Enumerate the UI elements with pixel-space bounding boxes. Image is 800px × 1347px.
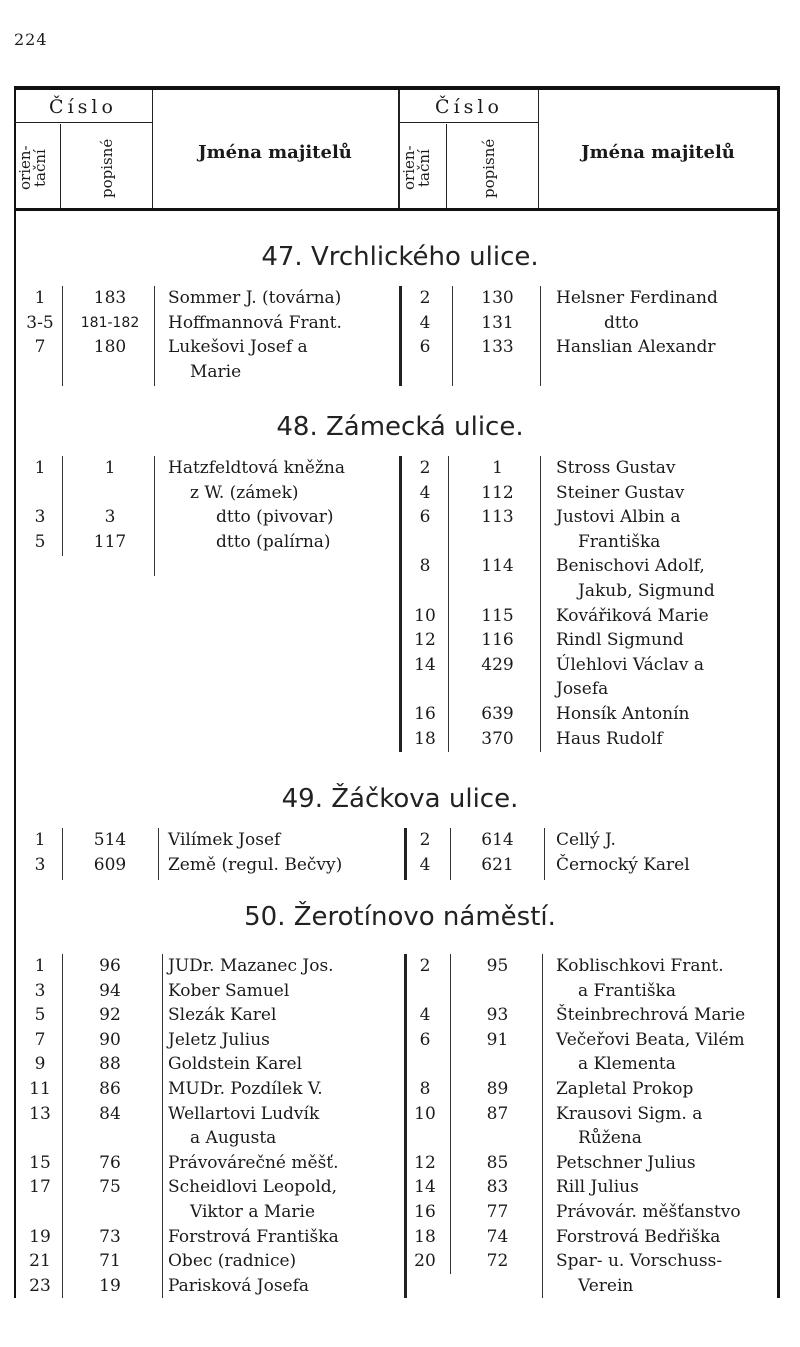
orientacni-number: 2 (419, 288, 431, 308)
owner-name: Jakub, Sigmund (578, 581, 715, 601)
orientacni-number: 17 (29, 1177, 51, 1198)
popisne-number: 85 (486, 1152, 509, 1173)
owner-name: Steiner Gustav (556, 482, 685, 503)
popisne-number: 115 (481, 605, 514, 626)
owner-name: Večeřovi Beata, Vilém (556, 1029, 745, 1050)
owner-name: Haus Rudolf (556, 728, 663, 749)
owner-name: Vilímek Josef (168, 830, 281, 850)
orientacni-number: 11 (29, 1079, 51, 1099)
orientacni-number: 14 (414, 1177, 436, 1198)
orientacni-number: 21 (29, 1251, 51, 1272)
popisne-number: 609 (93, 854, 127, 875)
popisne-number: 429 (481, 654, 514, 675)
table-row (0, 1200, 800, 1225)
popisne-number: 19 (99, 1275, 121, 1296)
popisne-number: 91 (486, 1029, 509, 1050)
table-row (0, 530, 800, 555)
table-row (0, 1274, 800, 1299)
orientacni-number: 5 (34, 531, 46, 552)
table-row (0, 554, 800, 579)
owner-name: Verein (578, 1275, 634, 1296)
orientacni-number: 4 (419, 1005, 431, 1026)
popisne-number: 90 (99, 1029, 121, 1050)
owner-name: Rill Julius (556, 1177, 639, 1198)
table-row (0, 628, 800, 653)
popisne-number: 1 (104, 458, 116, 478)
orientacni-number: 1 (34, 956, 46, 976)
orientacni-number: 18 (414, 1226, 436, 1247)
orientacni-number: 1 (34, 458, 46, 478)
orientacni-number: 13 (29, 1103, 51, 1124)
owner-name: Lukešovi Josef a (168, 337, 308, 358)
owner-name: Kovářiková Marie (556, 605, 709, 626)
table-row (0, 979, 800, 1004)
popisne-number: 83 (486, 1177, 509, 1198)
popisne-number: 74 (486, 1226, 509, 1247)
table-row (0, 1225, 800, 1250)
owner-name: Koblischkovi Frant. (556, 956, 724, 976)
section-title-50: 50. Žerotínovo náměstí. (244, 902, 556, 932)
section-title-48: 48. Zámecká ulice. (276, 412, 524, 442)
orientacni-number: 16 (414, 704, 436, 724)
owner-name: Hatzfeldtová kněžna (168, 458, 345, 478)
popisne-number: 76 (99, 1152, 121, 1173)
owner-name: Benischovi Adolf, (556, 556, 705, 577)
owner-name: Hoffmannová Frant. (168, 312, 342, 333)
table-row (0, 853, 800, 878)
table-row (0, 604, 800, 629)
orientacni-number: 4 (419, 854, 431, 875)
popisne-number: 87 (486, 1103, 509, 1124)
table-row (0, 954, 800, 979)
popisne-number: 113 (481, 507, 514, 528)
owner-name: a Františka (578, 980, 676, 1001)
table-row (0, 579, 800, 604)
orientacni-number: 18 (414, 728, 436, 749)
orientacni-number: 12 (414, 1152, 436, 1173)
popisne-number: 112 (481, 482, 514, 503)
owner-name: a Augusta (190, 1128, 277, 1149)
owner-name: Viktor a Marie (190, 1202, 316, 1222)
owner-name: Krausovi Sigm. a (556, 1103, 703, 1124)
orientacni-number: 7 (34, 1029, 46, 1050)
owner-name: Scheidlovi Leopold, (168, 1177, 338, 1198)
orientacni-heading-right: orien-tační (400, 145, 433, 191)
orientacni-number: 19 (29, 1226, 51, 1247)
popisne-number: 180 (93, 337, 127, 358)
popisne-number: 370 (481, 728, 514, 749)
popisne-number: 3 (104, 507, 116, 528)
orientacni-number: 7 (34, 337, 46, 358)
orientacni-number: 1 (34, 830, 46, 850)
owner-name: dtto (pivovar) (216, 507, 334, 528)
table-row (0, 727, 800, 752)
orientacni-number: 2 (419, 830, 431, 850)
table-row (0, 456, 800, 481)
owner-name: Černocký Karel (556, 854, 690, 875)
table-row (0, 677, 800, 702)
popisne-number: 84 (99, 1103, 121, 1124)
table-row (0, 828, 800, 853)
page-number: 224 (14, 30, 48, 49)
owner-name: Kober Samuel (168, 980, 290, 1001)
table-row (0, 1003, 800, 1028)
owner-name: Zapletal Prokop (556, 1079, 694, 1099)
owner-name: Františka (578, 531, 661, 552)
popisne-heading-left: popisné (98, 138, 116, 198)
orientacni-number: 10 (414, 1103, 436, 1124)
popisne-number: 72 (486, 1251, 509, 1272)
owner-name: Růžena (578, 1128, 642, 1149)
orientacni-number: 5 (34, 1005, 46, 1026)
popisne-number: 73 (99, 1226, 121, 1247)
owner-name: a Klementa (578, 1054, 676, 1075)
orientacni-number: 4 (419, 312, 431, 333)
orientacni-heading-left: orien-tační (16, 145, 49, 191)
popisne-number: 71 (99, 1251, 121, 1272)
orientacni-number: 3 (34, 980, 46, 1001)
table-row (0, 1077, 800, 1102)
orientacni-number: 10 (414, 605, 436, 626)
section-title-47: 47. Vrchlického ulice. (261, 242, 539, 272)
orientacni-number: 12 (414, 630, 436, 651)
popisne-number: 94 (99, 980, 121, 1001)
popisne-number: 75 (99, 1177, 121, 1198)
orientacni-number: 4 (419, 482, 431, 503)
popisne-number: 639 (481, 704, 514, 724)
orientacni-number: 2 (419, 956, 431, 976)
owner-name: Forstrová Františka (168, 1226, 339, 1247)
cislo-heading-left: Číslo (49, 96, 117, 118)
popisne-number: 1 (492, 458, 503, 478)
table-row (0, 1175, 800, 1200)
orientacni-number: 8 (419, 1079, 431, 1099)
names-heading-left: Jména majitelů (198, 142, 352, 163)
table-row (0, 1028, 800, 1053)
owner-name: Honsík Antonín (556, 704, 690, 724)
table-row (0, 1052, 800, 1077)
owner-name: Helsner Ferdinand (556, 288, 718, 308)
orientacni-number: 20 (414, 1251, 436, 1272)
table-row (0, 1151, 800, 1176)
table-row (0, 335, 800, 360)
popisne-number: 77 (486, 1202, 509, 1222)
table-row (0, 311, 800, 336)
orientacni-number: 15 (29, 1152, 51, 1173)
owner-name: Právovárečné měšť. (168, 1152, 339, 1173)
popisne-number: 88 (99, 1054, 121, 1075)
popisne-number: 86 (99, 1079, 121, 1099)
popisne-number: 181-182 (80, 314, 140, 331)
popisne-number: 117 (93, 531, 127, 552)
orientacni-number: 8 (419, 556, 431, 577)
orientacni-number: 3 (34, 854, 46, 875)
popisne-number: 131 (481, 312, 514, 333)
orientacni-number: 6 (419, 1029, 431, 1050)
orientacni-number: 23 (29, 1275, 51, 1296)
orientacni-number: 9 (34, 1054, 46, 1075)
owner-name: Šteinbrechrová Marie (556, 1005, 746, 1026)
table-header (14, 90, 780, 210)
owner-name: dtto (604, 312, 639, 333)
orientacni-number: 16 (414, 1202, 436, 1222)
orientacni-number: 1 (34, 288, 46, 308)
table-row (0, 1249, 800, 1274)
owner-name: Spar- u. Vorschuss- (556, 1251, 723, 1272)
orientacni-number: 14 (414, 654, 436, 675)
table-row (0, 286, 800, 311)
orientacni-number: 3 (34, 507, 46, 528)
owner-name: Jeletz Julius (168, 1029, 270, 1050)
owner-name: dtto (palírna) (216, 531, 331, 552)
popisne-heading-right: popisné (480, 138, 498, 198)
owner-name: Justovi Albin a (556, 507, 681, 528)
table-row (0, 505, 800, 530)
table-row (0, 653, 800, 678)
orientacni-number: 6 (419, 507, 431, 528)
owner-name: Wellartovi Ludvík (168, 1103, 320, 1124)
section-title-49: 49. Žáčkova ulice. (281, 784, 519, 814)
table-row (0, 360, 800, 385)
owner-name: Země (regul. Bečvy) (168, 854, 343, 875)
owner-name: Parisková Josefa (168, 1275, 310, 1296)
popisne-number: 92 (99, 1005, 121, 1026)
orientacni-number: 3-5 (26, 312, 54, 333)
orientacni-number: 6 (419, 337, 431, 358)
orientacni-number: 2 (419, 458, 431, 478)
table-row (0, 1126, 800, 1151)
popisne-number: 133 (481, 337, 514, 358)
cislo-heading-right: Číslo (435, 96, 503, 118)
owner-name: z W. (zámek) (190, 482, 299, 503)
owner-name: Josefa (556, 679, 609, 700)
owner-name: Právovár. měšťanstvo (556, 1202, 741, 1222)
popisne-number: 116 (481, 630, 514, 651)
table-row (0, 1102, 800, 1127)
owner-name: Forstrová Bedřiška (556, 1226, 721, 1247)
owner-name: Cellý J. (556, 830, 616, 850)
owner-name: Stross Gustav (556, 458, 676, 478)
owner-name: JUDr. Mazanec Jos. (168, 956, 334, 976)
owner-name: MUDr. Pozdílek V. (168, 1079, 323, 1099)
popisne-number: 621 (481, 854, 514, 875)
owner-name: Slezák Karel (168, 1005, 277, 1026)
table-row (0, 481, 800, 506)
popisne-number: 514 (93, 830, 127, 850)
popisne-number: 614 (481, 830, 514, 850)
table-row (0, 702, 800, 727)
popisne-number: 89 (486, 1079, 509, 1099)
popisne-number: 95 (486, 956, 509, 976)
owner-name: Sommer J. (továrna) (168, 288, 342, 308)
popisne-number: 96 (99, 956, 121, 976)
owner-name: Hanslian Alexandr (556, 337, 716, 358)
names-heading-right: Jména majitelů (581, 142, 735, 163)
popisne-number: 183 (93, 288, 127, 308)
owner-name: Marie (190, 361, 242, 382)
owner-name: Úlehlovi Václav a (556, 654, 704, 675)
popisne-number: 114 (481, 556, 514, 577)
owner-name: Goldstein Karel (168, 1054, 302, 1075)
owner-name: Rindl Sigmund (556, 630, 684, 651)
owner-name: Obec (radnice) (168, 1251, 297, 1272)
popisne-number: 93 (486, 1005, 509, 1026)
popisne-number: 130 (481, 288, 514, 308)
owner-name: Petschner Julius (556, 1152, 696, 1173)
